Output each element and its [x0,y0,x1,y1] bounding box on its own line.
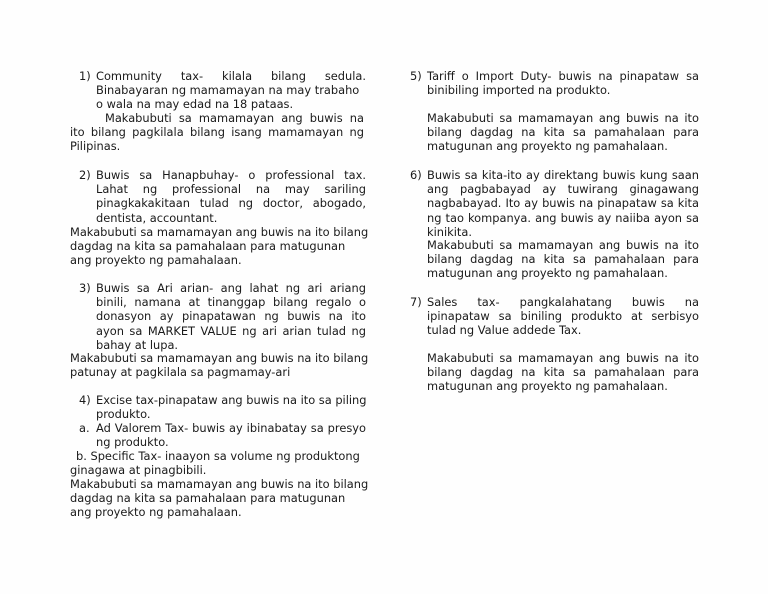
item-5-number: 5) [410,69,422,83]
item-7-benefit: Makabubuti sa mamamayan ang buwis na ito bilang dagdag na kita sa pamahalaan para matugunan ang proyekto ng pamahalaan. [427,351,699,394]
item-2-body: Buwis sa Hanapbuhay- o professional tax. Lahat ng professional na may sariling pinagkakakitaan tulad ng doctor, abogado, dentista, accountant. [96,168,366,225]
item-2-number: 2) [79,168,91,182]
item-1-benefit: Makabubuti sa mamamayan ang buwis na ito bilang pagkilala bilang isang mamamayan ng Pilipinas. [70,111,364,154]
item-7-number: 7) [410,295,422,309]
item-4a-label: a. [79,421,90,435]
item-4-number: 4) [79,393,91,407]
item-5-body: Tariff o Import Duty- buwis na pinapataw sa binibiling imported na produkto. [427,69,699,98]
item-1-line-1: Community tax- kilala bilang sedula. [96,69,366,83]
item-1-line-2: Binabayaran ng mamamayan na may trabaho [96,83,360,97]
item-3-number: 3) [79,281,91,295]
item-5-benefit: Makabubuti sa mamamayan ang buwis na ito bilang dagdag na kita sa pamahalaan para matugunan ang proyekto ng pamahalaan. [427,111,699,154]
item-6-benefit: Makabubuti sa mamamayan ang buwis na ito bilang dagdag na kita sa pamahalaan para matugunan ang proyekto ng pamahalaan. [427,238,699,281]
item-4b-line-2: ginagawa at pinagbibili. [70,463,207,477]
item-1-line-3: o wala na may edad na 18 pataas. [96,97,294,111]
item-3-benefit: Makabubuti sa mamamayan ang buwis na ito bilang patunay at pagkilala sa pagmamay-ari [70,351,369,380]
item-7-body: Sales tax- pangkalahatang buwis na ipinapataw sa biniling produkto at serbisyo tulad ng Value addede Tax. [427,295,699,338]
item-4-benefit: Makabubuti sa mamamayan ang buwis na ito bilang dagdag na kita sa pamahalaan para matugunan ang proyekto ng pamahalaan. [70,477,369,520]
item-4a-body: Ad Valorem Tax- buwis ay ibinabatay sa presyo ng produkto. [96,421,366,450]
item-4b-line-1: b. Specific Tax- inaayon sa volume ng produktong [76,449,360,463]
item-1-number: 1) [79,69,91,83]
item-2-benefit: Makabubuti sa mamamayan ang buwis na ito bilang dagdag na kita sa pamahalaan para matugunan ang proyekto ng pamahalaan. [70,225,369,268]
item-6-number: 6) [410,168,422,182]
item-4-body: Excise tax-pinapataw ang buwis na ito sa piling produkto. [96,393,367,422]
item-6-body: Buwis sa kita-ito ay direktang buwis kung saan ang pagbabayad ay tuwirang ginagawang nagbabayad. Ito ay buwis na pinapataw sa kita ng tao kompanya. ang buwis ay naiiba ayon sa kinikita. [427,168,699,239]
item-3-body: Buwis sa Ari arian- ang lahat ng ari ariang binili, namana at tinanggap bilang regalo o donasyon ay pinapatawan ng buwis na ito ayon sa MARKET VALUE ng ari arian tulad ng bahay at lupa. [96,281,366,352]
